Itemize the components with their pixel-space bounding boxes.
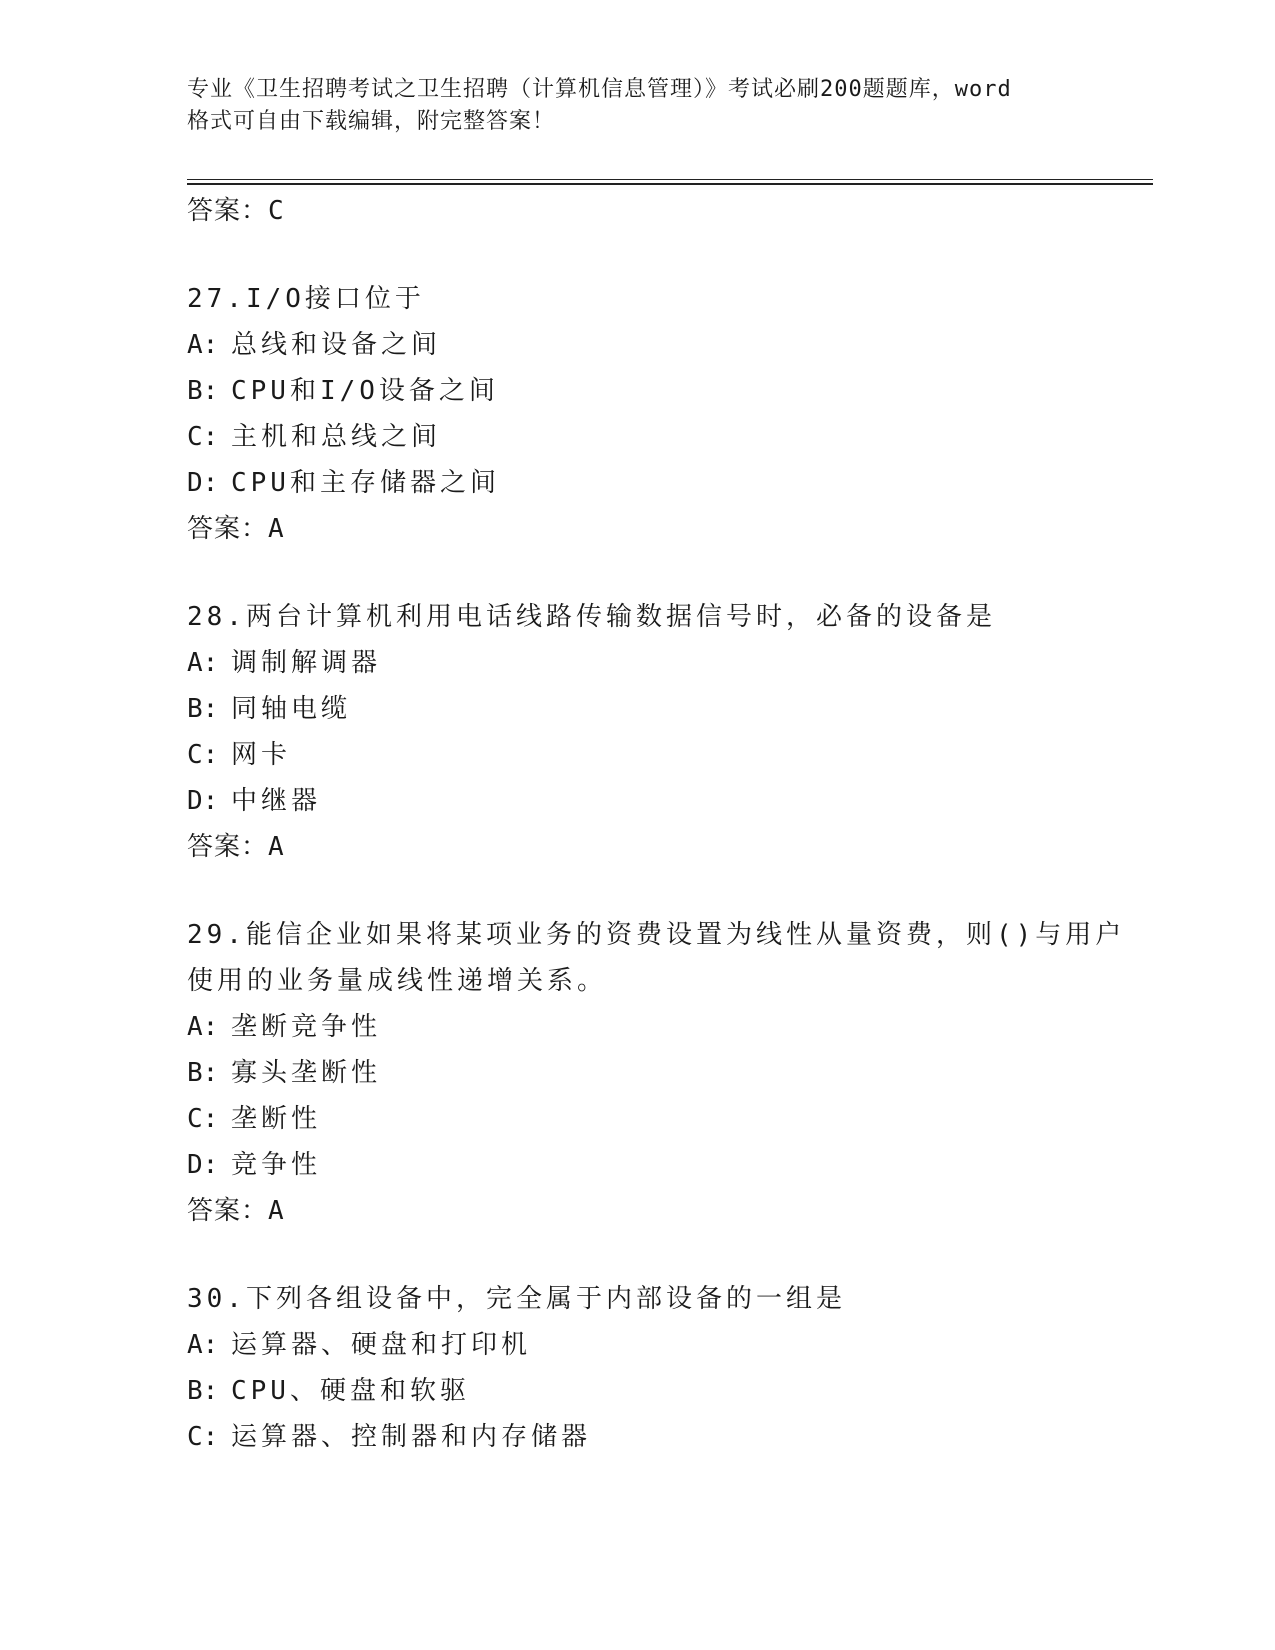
option-b bbox=[187, 368, 1127, 414]
option-c bbox=[187, 1414, 1127, 1460]
question-text: 30.下列各组设备中，完全属于内部设备的一组是 bbox=[187, 1284, 846, 1314]
option-key: B: bbox=[187, 376, 219, 406]
option-text: 总线和设备之间 bbox=[231, 330, 442, 360]
option-key: A: bbox=[187, 1330, 219, 1360]
option-key: B: bbox=[187, 1376, 219, 1406]
question-30 bbox=[187, 1276, 1127, 1460]
option-c bbox=[187, 1096, 1127, 1142]
option-text: 竞争性 bbox=[231, 1150, 322, 1180]
option-key: B: bbox=[187, 694, 219, 724]
spacer bbox=[187, 870, 1127, 912]
question-text: 27.I/O接口位于 bbox=[187, 284, 425, 314]
option-key: C: bbox=[187, 1422, 219, 1452]
option-d bbox=[187, 460, 1127, 506]
option-key: B: bbox=[187, 1058, 219, 1088]
option-b bbox=[187, 1050, 1127, 1096]
option-a bbox=[187, 640, 1127, 686]
option-key: D: bbox=[187, 468, 219, 498]
option-key: A: bbox=[187, 330, 219, 360]
document-header bbox=[187, 74, 1087, 138]
option-b bbox=[187, 1368, 1127, 1414]
question-28 bbox=[187, 594, 1127, 870]
spacer bbox=[187, 552, 1127, 594]
option-text: 主机和总线之间 bbox=[231, 422, 442, 452]
option-text: 网卡 bbox=[231, 740, 292, 770]
answer: 答案：A bbox=[187, 832, 285, 862]
option-text: 中继器 bbox=[231, 786, 322, 816]
option-d bbox=[187, 1142, 1127, 1188]
option-text: 垄断竞争性 bbox=[231, 1012, 382, 1042]
question-29 bbox=[187, 912, 1127, 1234]
option-key: A: bbox=[187, 1012, 219, 1042]
answer: 答案：A bbox=[187, 514, 285, 544]
header-divider-thick bbox=[187, 183, 1153, 185]
option-text: CPU、硬盘和软驱 bbox=[231, 1376, 470, 1406]
option-text: 运算器、控制器和内存储器 bbox=[231, 1422, 592, 1452]
answer: 答案：A bbox=[187, 1196, 285, 1226]
option-text: 同轴电缆 bbox=[231, 694, 352, 724]
option-text: 调制解调器 bbox=[231, 648, 382, 678]
question-text: 28.两台计算机利用电话线路传输数据信号时，必备的设备是 bbox=[187, 602, 996, 632]
option-text: 寡头垄断性 bbox=[231, 1058, 382, 1088]
option-text: 垄断性 bbox=[231, 1104, 322, 1134]
option-text: CPU和主存储器之间 bbox=[231, 468, 500, 498]
option-key: C: bbox=[187, 740, 219, 770]
question-27 bbox=[187, 276, 1127, 552]
option-key: A: bbox=[187, 648, 219, 678]
option-a bbox=[187, 1004, 1127, 1050]
spacer bbox=[187, 234, 1127, 276]
option-text: 运算器、硬盘和打印机 bbox=[231, 1330, 532, 1360]
question-text: 29.能信企业如果将某项业务的资费设置为线性从量资费，则()与用户 bbox=[187, 920, 1126, 950]
header-line-1: 专业《卫生招聘考试之卫生招聘（计算机信息管理）》考试必刷200题题库，word bbox=[187, 77, 1012, 102]
spacer bbox=[187, 1234, 1127, 1276]
option-a bbox=[187, 322, 1127, 368]
question-text-continued: 使用的业务量成线性递增关系。 bbox=[187, 966, 608, 996]
option-c bbox=[187, 732, 1127, 778]
header-line-2: 格式可自由下载编辑，附完整答案！ bbox=[187, 109, 556, 134]
header-divider-thin bbox=[187, 179, 1153, 180]
option-c bbox=[187, 414, 1127, 460]
question-list bbox=[187, 188, 1127, 1460]
option-b bbox=[187, 686, 1127, 732]
previous-answer: 答案：C bbox=[187, 196, 285, 226]
option-key: D: bbox=[187, 786, 219, 816]
option-key: D: bbox=[187, 1150, 219, 1180]
option-a bbox=[187, 1322, 1127, 1368]
option-key: C: bbox=[187, 422, 219, 452]
option-d bbox=[187, 778, 1127, 824]
option-key: C: bbox=[187, 1104, 219, 1134]
option-text: CPU和I/O设备之间 bbox=[231, 376, 499, 406]
